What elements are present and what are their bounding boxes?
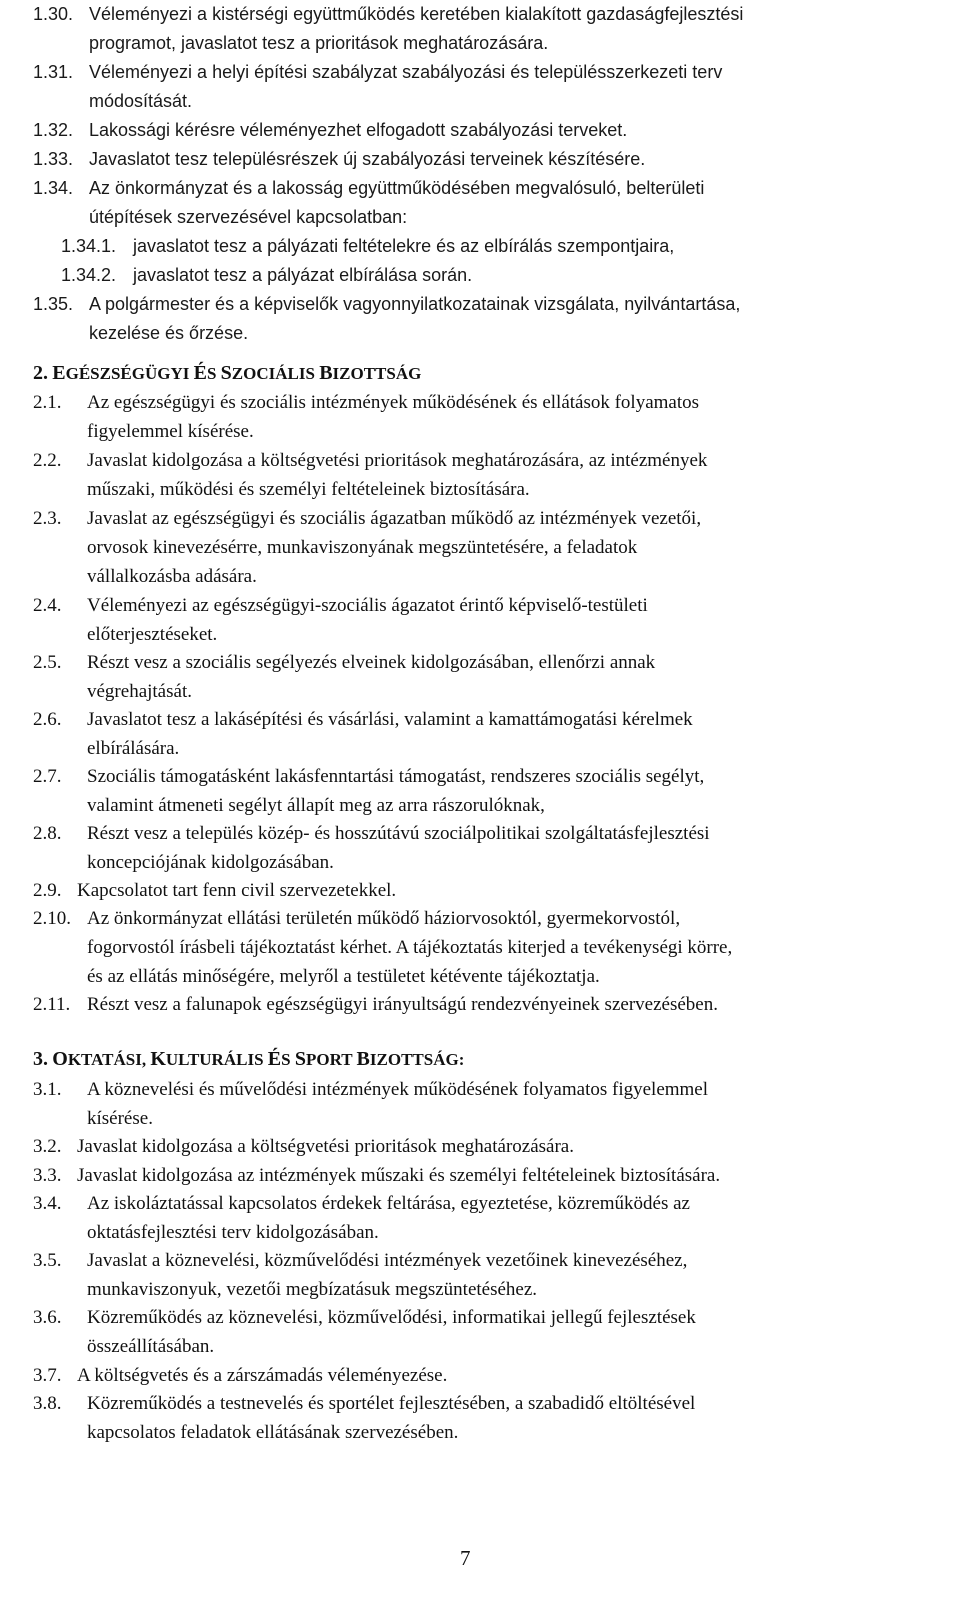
heading-smallcaps: ZOCIÁLIS [231,364,320,383]
list-item-1-33 [33,145,645,174]
list-item-3-1 [33,1075,708,1133]
list-item-2-9 [33,876,396,905]
item-text-line: Részt vesz a falunapok egészségügyi irányultságú rendezvényeinek szervezésében. [87,994,718,1015]
item-number: 2.7. [33,766,62,787]
item-number: 3.2. [33,1136,62,1157]
item-text-line: és az ellátás minőségére, melyről a testületet kétévente tájékoztatja. [87,966,600,987]
item-number: 2.3. [33,508,62,529]
item-text-line: módosítását. [89,91,193,111]
item-text-line: orvosok kinevezésérre, munkaviszonyának megszüntetésére, a feladatok [87,537,638,558]
list-item-1-34-2 [61,261,472,290]
list-item-2-8 [33,819,710,877]
heading-initial: E [52,362,66,384]
item-number: 2.1. [33,392,62,413]
item-number: 2.9. [33,880,62,901]
heading-smallcaps: S [206,364,221,383]
item-number: 2.8. [33,823,62,844]
list-item-1-32 [33,116,627,145]
item-text-line: kapcsolatos feladatok ellátásának szervezésében. [87,1422,459,1443]
list-item-1-34 [33,174,704,232]
list-item-2-7 [33,762,704,820]
list-item-2-5 [33,648,655,706]
list-item-2-10 [33,904,732,991]
item-number: 2.6. [33,709,62,730]
item-text-line: Az egészségügyi és szociális intézmények működésének és ellátások folyamatos [87,392,700,413]
section-number: 3. [33,1048,48,1070]
item-text-line: figyelemmel kísérése. [87,421,254,442]
item-number: 1.35. [33,294,74,314]
item-number: 3.5. [33,1250,62,1271]
list-item-2-3 [33,504,701,591]
list-item-2-1 [33,388,699,446]
heading-smallcaps: GÉSZSÉGÜGYI [65,364,194,383]
item-text-line: Véleményezi a helyi építési szabályzat szabályozási és településszerkezeti terv [89,62,723,82]
heading-smallcaps: S [281,1050,295,1069]
list-item-3-4 [33,1189,690,1247]
heading-smallcaps: KTATÁSI, [67,1050,151,1069]
list-item-3-3 [33,1161,720,1190]
item-number: 2.10. [33,908,71,929]
item-number: 1.33. [33,149,74,169]
list-item-3-7 [33,1361,447,1390]
list-item-1-30 [33,0,743,58]
item-number: 3.8. [33,1393,62,1414]
item-number: 3.6. [33,1307,62,1328]
list-item-3-8 [33,1389,695,1447]
list-item-3-2 [33,1132,574,1161]
item-text-line: útépítések szervezésével kapcsolatban: [89,207,408,227]
item-text-line: Javaslat kidolgozása az intézmények műszaki és személyi feltételeinek biztosítására. [77,1165,721,1186]
heading-initial: O [52,1048,68,1070]
list-item-1-34-1 [61,232,674,261]
heading-smallcaps: IZOTTSÁG [332,364,422,383]
heading-initial: S [220,362,232,384]
item-text-line: munkaviszonyuk, vezetői megbízatásuk megszüntetéséhez. [87,1279,538,1300]
list-item-2-2 [33,446,707,504]
item-text-line: Véleményezi az egészségügyi-szociális ágazatot érintő képviselő-testületi [87,595,648,616]
item-text-line: Az iskoláztatással kapcsolatos érdekek feltárása, egyeztetése, közreműködés az [87,1193,690,1214]
item-text-line: kísérése. [87,1108,153,1129]
item-text-line: Javaslat az egészségügyi és szociális ágazatban működő az intézmények vezetői, [87,508,702,529]
item-text-line: A költségvetés és a zárszámadás véleményezése. [77,1365,448,1386]
list-item-3-5 [33,1246,687,1304]
section-heading-2 [33,360,421,387]
item-text-line: Lakossági kérésre véleményezhet elfogadott szabályozási terveket. [89,120,628,140]
item-number: 1.32. [33,120,74,140]
item-text-line: javaslatot tesz a pályázat elbírálása során. [133,265,473,285]
item-text-line: műszaki, működési és személyi feltételeinek biztosítására. [87,479,530,500]
item-text-line: koncepciójának kidolgozásában. [87,852,334,873]
item-text-line: végrehajtását. [87,681,192,702]
item-text-line: Kapcsolatot tart fenn civil szervezetekkel. [77,880,397,901]
item-text-line: Javaslatot tesz a lakásépítési és vásárlási, valamint a kamattámogatási kérelmek [87,709,693,730]
item-text-line: programot, javaslatot tesz a prioritások meghatározására. [89,33,549,53]
item-number: 2.5. [33,652,62,673]
list-item-2-6 [33,705,693,763]
item-text-line: A polgármester és a képviselők vagyonnyilatkozatainak vizsgálata, nyilvántartása, [89,294,741,314]
item-text-line: előterjesztéseket. [87,624,218,645]
item-text-line: kezelése és őrzése. [89,323,249,343]
list-item-1-31 [33,58,722,116]
page-number: 7 [460,1546,471,1570]
section-number: 2. [33,362,48,384]
heading-initial: S [294,1048,306,1070]
list-item-1-35 [33,290,740,348]
item-text-line: Javaslat a köznevelési, közművelődési intézmények vezetőinek kinevezéséhez, [87,1250,688,1271]
item-text-line: Részt vesz a szociális segélyezés elveinek kidolgozásában, ellenőrzi annak [87,652,656,673]
item-text-line: Véleményezi a kistérségi együttműködés keretében kialakított gazdaságfejlesztési [89,4,744,24]
item-text-line: vállalkozásba adására. [87,566,257,587]
heading-initial: K [150,1048,166,1070]
item-number: 1.34.1. [61,236,117,256]
item-number: 2.4. [33,595,62,616]
section-heading-3 [33,1046,464,1073]
item-text-line: javaslatot tesz a pályázati feltételekre és az elbírálás szempontjaira, [133,236,675,256]
item-number: 2.2. [33,450,62,471]
item-text-line: Közreműködés az köznevelési, közművelődési, informatikai jellegű fejlesztések [87,1307,696,1328]
item-text-line: Részt vesz a település közép- és hosszútávú szociálpolitikai szolgáltatásfejlesztési [87,823,710,844]
heading-initial: B [356,1048,370,1070]
heading-initial: É [193,362,207,384]
item-text-line: fogorvostól írásbeli tájékoztatást kérhet. A tájékoztatás kiterjed a tevékenységi körre, [87,937,733,958]
item-text-line: Javaslat kidolgozása a költségvetési prioritások meghatározására. [77,1136,574,1157]
heading-initial: É [267,1048,282,1070]
item-number: 3.7. [33,1365,62,1386]
heading-smallcaps: PORT [305,1050,357,1069]
item-text-line: Az önkormányzat és a lakosság együttműködésében megvalósuló, belterületi [89,178,705,198]
item-number: 1.34. [33,178,74,198]
list-item-2-4 [33,591,648,649]
item-text-line: Közreműködés a testnevelés és sportélet fejlesztésében, a szabadidő eltöltésével [87,1393,696,1414]
item-text-line: valamint átmeneti segélyt állapít meg az arra rászorulóknak, [87,795,545,816]
item-text-line: Javaslat kidolgozása a költségvetési prioritások meghatározására, az intézmények [87,450,708,471]
item-text-line: összeállításában. [87,1336,215,1357]
item-number: 3.1. [33,1079,62,1100]
item-number: 3.3. [33,1165,62,1186]
item-number: 3.4. [33,1193,62,1214]
item-text-line: oktatásfejlesztési terv kidolgozásában. [87,1222,379,1243]
item-text-line: Az önkormányzat ellátási területén működő háziorvosoktól, gyermekorvostól, [87,908,681,929]
item-text-line: elbírálására. [87,738,180,759]
item-number: 1.30. [33,4,74,24]
item-number: 1.34.2. [61,265,117,285]
item-number: 1.31. [33,62,74,82]
list-item-3-6 [33,1303,696,1361]
item-text-line: A köznevelési és művelődési intézmények működésének folyamatos figyelemmel [87,1079,709,1100]
item-text-line: Javaslatot tesz településrészek új szabályozási terveinek készítésére. [89,149,646,169]
heading-smallcaps: IZOTTSÁG: [369,1050,465,1069]
item-number: 2.11. [33,994,71,1015]
heading-smallcaps: ULTURÁLIS [165,1050,268,1069]
heading-initial: B [319,362,333,384]
item-text-line: Szociális támogatásként lakásfenntartási támogatást, rendszeres szociális segélyt, [87,766,705,787]
list-item-2-11 [33,990,718,1019]
